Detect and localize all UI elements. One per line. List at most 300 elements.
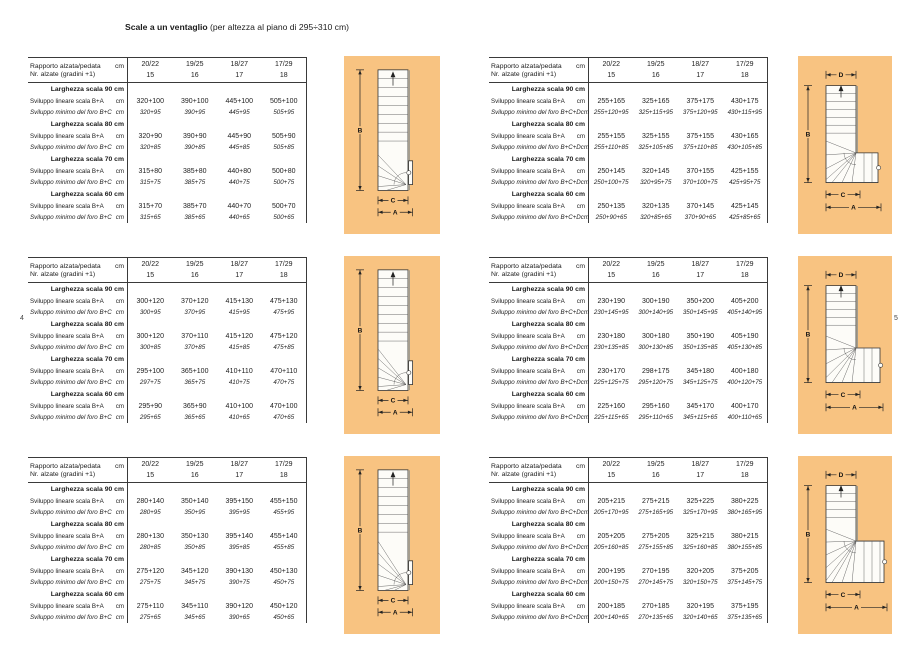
foro-row-label-text: Sviluppo minimo del foro B+C+D (491, 413, 581, 421)
section-title-spacer (678, 283, 723, 297)
header-alzate-value: 18 (262, 471, 307, 483)
header-alzate-label: Nr. alzate (gradini +1) (489, 471, 589, 483)
dim-label-a: A (852, 404, 857, 412)
foro-value: 320+85+65 (640, 213, 672, 221)
linear-row-label-unit: cm (576, 498, 585, 506)
foro-row-label-unit: cm (115, 378, 124, 386)
dimension-table-6 (489, 457, 768, 623)
linear-row-label (489, 202, 589, 213)
section-title-spacer (262, 118, 307, 132)
linear-value: 425+145 (731, 203, 759, 210)
foro-value: 295+120+75 (638, 378, 674, 386)
section-title-spacer (128, 553, 173, 567)
linear-row-label (28, 367, 128, 378)
foro-row-label-text: Sviluppo minimo del foro B+C+D (491, 108, 581, 116)
section-title-spacer (589, 518, 634, 532)
linear-value: 400+180 (731, 368, 759, 375)
section-title-spacer (678, 518, 723, 532)
section-title-spacer (128, 353, 173, 367)
header-alzate-value: 17 (217, 71, 262, 83)
linear-row-label-text: Sviluppo lineare scala B+A (30, 203, 104, 211)
linear-row-label-unit: cm (576, 533, 585, 541)
linear-value: 300+120 (136, 333, 164, 340)
section-title-80: Larghezza scala 80 cm (489, 318, 589, 332)
linear-value: 375+195 (731, 603, 759, 610)
section-title-spacer (634, 588, 679, 602)
foro-value: 200+140+65 (593, 613, 629, 621)
linear-value: 275+215 (642, 498, 670, 505)
linear-value: 415+130 (225, 298, 253, 305)
header-ratio-value: 20/22 (602, 461, 621, 468)
linear-value: 405+190 (731, 333, 759, 340)
linear-row-label-unit: cm (576, 168, 585, 176)
header-ratio-value: 20/22 (602, 261, 621, 268)
header-ratio-value: 18/27 (691, 461, 710, 468)
header-ratio-value: 18/27 (230, 61, 249, 68)
section-title-spacer (589, 388, 634, 402)
header-ratio-value: 19/25 (646, 461, 665, 468)
foro-row-label (489, 378, 589, 389)
linear-row-label-text: Sviluppo lineare scala B+A (491, 568, 565, 576)
header-rapporto-label (489, 58, 589, 71)
linear-value: 385+70 (182, 203, 207, 210)
foro-value: 325+160+85 (682, 543, 718, 551)
section-title-spacer (262, 83, 307, 97)
dim-label-a: A (392, 209, 398, 217)
linear-value: 380+225 (731, 498, 759, 505)
dimension-table-3 (28, 457, 307, 623)
linear-value: 230+170 (597, 368, 625, 375)
section-title-70: Larghezza scala 70 cm (28, 153, 128, 167)
section-title-spacer (217, 483, 262, 497)
foro-row-label (489, 413, 589, 424)
linear-row-label (28, 567, 128, 578)
linear-value: 455+140 (270, 533, 298, 540)
foro-value: 440+65 (228, 213, 250, 221)
foro-value: 375+135+65 (727, 613, 763, 621)
linear-value: 385+80 (182, 168, 207, 175)
section-title-spacer (262, 153, 307, 167)
section-title-90: Larghezza scala 90 cm (28, 83, 128, 97)
dim-label-b: B (357, 527, 363, 535)
header-ratio-value: 19/25 (185, 261, 204, 268)
dim-label-c: C (840, 391, 846, 399)
dim-label-c: C (390, 397, 396, 405)
header-alzate-value: 15 (128, 71, 173, 83)
linear-row-label-unit: cm (115, 298, 124, 306)
foro-row-label-unit: cm (115, 508, 124, 516)
foro-row-label (28, 508, 128, 519)
foro-value: 205+160+85 (593, 543, 629, 551)
section-title-spacer (217, 118, 262, 132)
foro-value: 350+145+95 (682, 308, 718, 316)
section-title-60: Larghezza scala 60 cm (28, 188, 128, 202)
linear-value: 365+100 (181, 368, 209, 375)
linear-value: 315+70 (138, 203, 163, 210)
linear-row-label-text: Sviluppo lineare scala B+A (30, 603, 104, 611)
foro-row-label (28, 143, 128, 154)
foro-row-label-text: Sviluppo minimo del foro B+C+D (491, 308, 581, 316)
stair-plan-diagram-5 (798, 256, 892, 434)
foro-value: 410+75 (228, 378, 250, 386)
header-ratio-value: 17/29 (735, 61, 754, 68)
foro-value: 455+95 (273, 508, 295, 516)
section-title-90: Larghezza scala 90 cm (489, 283, 589, 297)
foro-row-label-text: Sviluppo minimo del foro B+C (30, 343, 112, 351)
foro-value: 475+95 (273, 308, 295, 316)
section-title-spacer (589, 118, 634, 132)
linear-value: 405+200 (731, 298, 759, 305)
foro-value: 320+85 (139, 143, 161, 151)
section-title-spacer (173, 318, 218, 332)
section-title-spacer (217, 188, 262, 202)
foro-row-label (489, 143, 589, 154)
linear-value: 445+100 (225, 98, 253, 105)
dim-label-b: B (805, 331, 811, 339)
linear-row-label (28, 202, 128, 213)
header-alzate-value: 17 (217, 471, 262, 483)
foro-row-label-unit: cm (580, 308, 590, 316)
section-title-70: Larghezza scala 70 cm (489, 553, 589, 567)
foro-value: 430+105+85 (727, 143, 763, 151)
linear-row-label (489, 332, 589, 343)
section-title-spacer (678, 388, 723, 402)
foro-row-label (28, 543, 128, 554)
dimension-table-4 (489, 57, 768, 223)
header-alzate-value: 16 (634, 271, 679, 283)
header-ratio-value: 19/25 (185, 61, 204, 68)
section-title-spacer (723, 83, 768, 97)
linear-value: 320+135 (642, 203, 670, 210)
foro-value: 390+65 (228, 613, 250, 621)
foro-value: 450+65 (273, 613, 295, 621)
linear-value: 298+175 (642, 368, 670, 375)
linear-row-label (28, 297, 128, 308)
linear-value: 280+140 (136, 498, 164, 505)
foro-value: 250+100+75 (593, 178, 629, 186)
foro-row-label-text: Sviluppo minimo del foro B+C+D (491, 378, 581, 386)
section-title-spacer (262, 483, 307, 497)
linear-row-label-text: Sviluppo lineare scala B+A (491, 403, 565, 411)
linear-value: 395+150 (225, 498, 253, 505)
foro-value: 255+120+95 (593, 108, 629, 116)
linear-value: 325+215 (686, 533, 714, 540)
section-title-spacer (723, 353, 768, 367)
stair-plan-drawing (344, 56, 440, 234)
dim-label-b: B (805, 531, 811, 539)
foro-value: 470+65 (273, 413, 295, 421)
header-ratio-value: 20/22 (141, 461, 160, 468)
section-title-90: Larghezza scala 90 cm (489, 83, 589, 97)
header-rapporto-label-unit: cm (575, 463, 585, 471)
linear-value: 250+135 (597, 203, 625, 210)
foro-value: 345+65 (184, 613, 206, 621)
header-ratio-value: 19/25 (185, 461, 204, 468)
section-title-spacer (128, 283, 173, 297)
linear-row-label (28, 497, 128, 508)
page-number-left: 4 (20, 315, 24, 322)
foro-value: 415+95 (228, 308, 250, 316)
header-rapporto-label (489, 458, 589, 471)
header-ratio-value: 18/27 (230, 461, 249, 468)
foro-value: 350+85 (184, 543, 206, 551)
foro-row-label (28, 613, 128, 624)
header-alzate-value: 18 (262, 271, 307, 283)
section-title-spacer (173, 588, 218, 602)
section-title-spacer (262, 188, 307, 202)
section-title-spacer (634, 318, 679, 332)
page-title-rest: (per altezza al piano di 295÷310 cm) (207, 22, 349, 32)
linear-row-label-unit: cm (115, 133, 124, 141)
stair-plan-drawing (798, 256, 892, 434)
foro-row-label-text: Sviluppo minimo del foro B+C+D (491, 213, 581, 221)
foro-row-label-text: Sviluppo minimo del foro B+C+D (491, 343, 581, 351)
linear-value: 390+120 (225, 603, 253, 610)
linear-value: 320+205 (686, 568, 714, 575)
linear-row-label-text: Sviluppo lineare scala B+A (491, 168, 565, 176)
stair-plan-drawing (798, 456, 892, 634)
linear-value: 390+90 (182, 133, 207, 140)
foro-row-label-unit: cm (115, 543, 124, 551)
linear-row-label-unit: cm (576, 298, 585, 306)
linear-value: 320+90 (138, 133, 163, 140)
foro-value: 275+75 (139, 578, 161, 586)
linear-row-label-text: Sviluppo lineare scala B+A (30, 403, 104, 411)
linear-value: 275+205 (642, 533, 670, 540)
dimension-table-5 (489, 257, 768, 423)
section-title-spacer (128, 318, 173, 332)
header-ratio-value: 17/29 (274, 261, 293, 268)
foro-value: 200+150+75 (593, 578, 629, 586)
section-title-spacer (589, 283, 634, 297)
section-title-spacer (217, 588, 262, 602)
foro-value: 297+75 (139, 378, 161, 386)
section-title-60: Larghezza scala 60 cm (489, 388, 589, 402)
foro-row-label-text: Sviluppo minimo del foro B+C (30, 108, 112, 116)
linear-row-label (489, 132, 589, 143)
foro-row-label-text: Sviluppo minimo del foro B+C+D (491, 143, 581, 151)
linear-row-label-unit: cm (115, 333, 124, 341)
foro-row-label (489, 578, 589, 589)
linear-value: 400+170 (731, 403, 759, 410)
section-title-spacer (589, 553, 634, 567)
foro-row-label-unit: cm (580, 508, 590, 516)
foro-row-label-unit: cm (115, 178, 124, 186)
section-title-spacer (217, 518, 262, 532)
linear-row-label-text: Sviluppo lineare scala B+A (30, 368, 104, 376)
linear-row-label-text: Sviluppo lineare scala B+A (491, 133, 565, 141)
linear-row-label-unit: cm (576, 133, 585, 141)
header-alzate-value: 15 (589, 71, 634, 83)
linear-row-label-text: Sviluppo lineare scala B+A (30, 333, 104, 341)
stair-plan-diagram-1 (344, 56, 440, 234)
section-title-80: Larghezza scala 80 cm (28, 318, 128, 332)
linear-value: 230+180 (597, 333, 625, 340)
page-title (125, 22, 349, 32)
foro-value: 280+95 (139, 508, 161, 516)
header-rapporto-label-text: Rapporto alzata/pedata (491, 63, 562, 71)
linear-row-label-text: Sviluppo lineare scala B+A (491, 603, 565, 611)
linear-value: 450+120 (270, 603, 298, 610)
foro-value: 390+85 (184, 143, 206, 151)
foro-row-label-unit: cm (580, 578, 590, 586)
header-ratio-value: 18/27 (691, 61, 710, 68)
linear-row-label-text: Sviluppo lineare scala B+A (491, 368, 565, 376)
header-alzate-value: 15 (589, 471, 634, 483)
linear-value: 345+110 (181, 603, 209, 610)
dim-label-a: A (392, 409, 398, 417)
linear-row-label-unit: cm (115, 203, 124, 211)
foro-row-label-text: Sviluppo minimo del foro B+C (30, 413, 112, 421)
linear-value: 425+155 (731, 168, 759, 175)
linear-row-label (489, 602, 589, 613)
linear-value: 325+165 (642, 98, 670, 105)
header-ratio-value: 19/25 (646, 261, 665, 268)
linear-value: 200+195 (597, 568, 625, 575)
page-title-bold: Scale a un ventaglio (125, 22, 208, 32)
section-title-spacer (262, 518, 307, 532)
foro-value: 395+85 (228, 543, 250, 551)
linear-value: 320+145 (642, 168, 670, 175)
foro-value: 315+75 (139, 178, 161, 186)
linear-value: 375+155 (686, 133, 714, 140)
foro-row-label-text: Sviluppo minimo del foro B+C+D (491, 613, 581, 621)
linear-value: 470+100 (270, 403, 298, 410)
linear-row-label-unit: cm (115, 603, 124, 611)
foro-value: 425+85+65 (729, 213, 761, 221)
foro-row-label (489, 178, 589, 189)
linear-value: 380+215 (731, 533, 759, 540)
stair-plan-diagram-3 (344, 456, 440, 634)
header-rapporto-label (28, 458, 128, 471)
foro-value: 375+145+75 (727, 578, 763, 586)
section-title-spacer (128, 153, 173, 167)
header-alzate-label: Nr. alzate (gradini +1) (28, 471, 128, 483)
section-title-spacer (173, 283, 218, 297)
foro-row-label (489, 108, 589, 119)
section-title-spacer (723, 318, 768, 332)
linear-value: 450+130 (270, 568, 298, 575)
section-title-spacer (678, 153, 723, 167)
foro-value: 400+110+65 (727, 413, 762, 421)
linear-value: 280+130 (136, 533, 164, 540)
linear-row-label-unit: cm (576, 368, 585, 376)
foro-value: 385+65 (184, 213, 206, 221)
header-rapporto-label-text: Rapporto alzata/pedata (491, 263, 562, 271)
section-title-spacer (217, 83, 262, 97)
foro-value: 255+110+85 (594, 143, 629, 151)
linear-value: 320+195 (686, 603, 714, 610)
section-title-60: Larghezza scala 60 cm (489, 588, 589, 602)
section-title-80: Larghezza scala 80 cm (28, 518, 128, 532)
section-title-spacer (678, 353, 723, 367)
foro-value: 390+75 (228, 578, 250, 586)
linear-row-label (489, 367, 589, 378)
section-title-60: Larghezza scala 60 cm (28, 588, 128, 602)
dim-label-d: D (838, 72, 844, 80)
foro-value: 365+75 (184, 378, 206, 386)
linear-value: 295+160 (642, 403, 670, 410)
header-rapporto-label-unit: cm (575, 63, 585, 71)
linear-row-label (28, 332, 128, 343)
dim-label-d: D (838, 472, 844, 480)
linear-value: 270+195 (642, 568, 670, 575)
header-ratio-value: 17/29 (274, 461, 293, 468)
section-title-spacer (217, 153, 262, 167)
header-ratio-value: 19/25 (646, 61, 665, 68)
foro-row-label (28, 108, 128, 119)
stair-plan-diagram-2 (344, 256, 440, 434)
header-ratio-value: 17/29 (735, 261, 754, 268)
linear-row-label (28, 602, 128, 613)
section-title-70: Larghezza scala 70 cm (28, 353, 128, 367)
section-title-spacer (589, 483, 634, 497)
linear-row-label-unit: cm (115, 568, 124, 576)
linear-value: 500+70 (271, 203, 296, 210)
linear-value: 325+155 (642, 133, 670, 140)
stair-plan-drawing (344, 456, 440, 634)
linear-row-label-unit: cm (115, 498, 124, 506)
section-title-spacer (634, 483, 679, 497)
section-title-spacer (678, 318, 723, 332)
linear-value: 200+185 (597, 603, 625, 610)
foro-row-label (489, 613, 589, 624)
linear-value: 440+70 (227, 203, 252, 210)
section-title-spacer (723, 153, 768, 167)
linear-value: 270+185 (642, 603, 670, 610)
linear-value: 295+90 (138, 403, 163, 410)
foro-value: 430+115+95 (727, 108, 762, 116)
foro-value: 320+140+65 (682, 613, 718, 621)
foro-value: 370+90+65 (684, 213, 716, 221)
foro-value: 230+135+85 (593, 343, 629, 351)
header-alzate-value: 16 (634, 471, 679, 483)
foro-value: 300+140+95 (638, 308, 674, 316)
foro-value: 385+75 (184, 178, 206, 186)
foro-value: 370+95 (184, 308, 206, 316)
section-title-spacer (217, 553, 262, 567)
linear-row-label-text: Sviluppo lineare scala B+A (491, 533, 565, 541)
header-rapporto-label-unit: cm (575, 263, 585, 271)
foro-value: 380+155+85 (727, 543, 763, 551)
section-title-90: Larghezza scala 90 cm (489, 483, 589, 497)
section-title-spacer (217, 353, 262, 367)
section-title-spacer (589, 353, 634, 367)
linear-row-label-text: Sviluppo lineare scala B+A (491, 98, 565, 106)
linear-value: 410+110 (225, 368, 253, 375)
linear-row-label (489, 402, 589, 413)
foro-value: 395+95 (228, 508, 250, 516)
dimension-table-1 (28, 57, 307, 223)
foro-row-label (28, 343, 128, 354)
foro-value: 350+95 (184, 508, 206, 516)
linear-value: 345+170 (686, 403, 714, 410)
section-title-spacer (128, 518, 173, 532)
stair-plan-drawing (344, 256, 440, 434)
header-ratio-value: 17/29 (735, 461, 754, 468)
linear-value: 300+120 (136, 298, 164, 305)
stair-plan-diagram-4 (798, 56, 892, 234)
foro-value: 325+105+85 (638, 143, 674, 151)
dimension-table-2 (28, 257, 307, 423)
linear-row-label-unit: cm (576, 203, 585, 211)
linear-value: 255+155 (597, 133, 625, 140)
section-title-spacer (634, 118, 679, 132)
section-title-90: Larghezza scala 90 cm (28, 483, 128, 497)
foro-row-label (489, 308, 589, 319)
header-alzate-label: Nr. alzate (gradini +1) (28, 271, 128, 283)
section-title-70: Larghezza scala 70 cm (489, 353, 589, 367)
